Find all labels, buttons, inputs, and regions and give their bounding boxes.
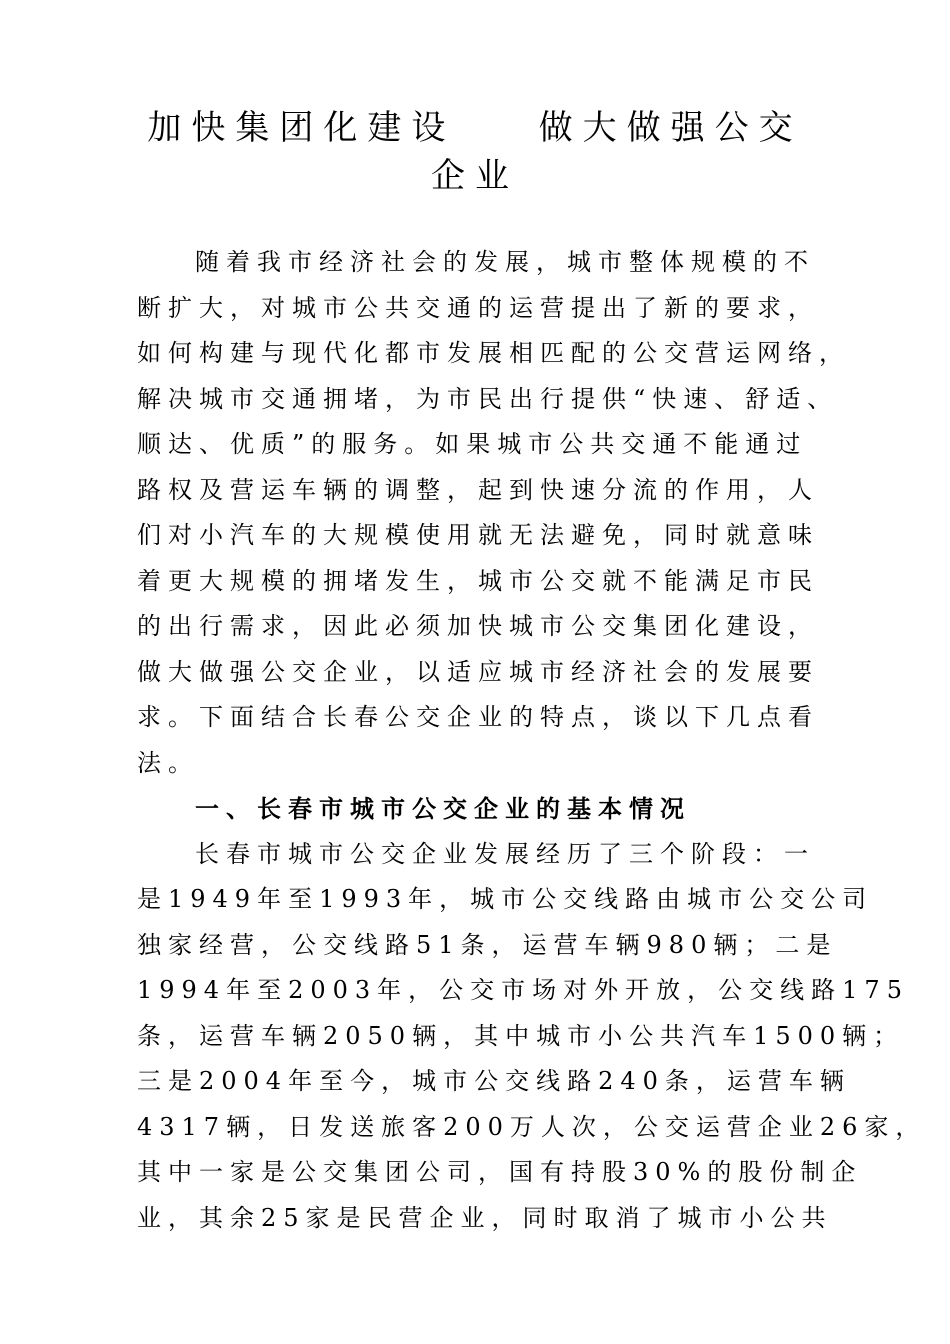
body-line: 着更大规模的拥堵发生，城市公交就不能满足市民 [137,566,819,595]
body-line: 条，运营车辆2050辆，其中城市小公共汽车1500辆； [137,1021,905,1050]
body-line: 顺达、优质”的服务。如果城市公共交通不能通过 [137,430,808,458]
body-line: 路权及营运车辆的调整，起到快速分流的作用，人 [137,475,819,504]
body-line: 求。下面结合长春公交企业的特点，谈以下几点看 [137,703,819,731]
section-heading: 一、长春市城市公交企业的基本情况 [195,794,691,823]
body-line: 三是2004年至今，城市公交线路240条，运营车辆 [137,1067,851,1095]
body-line: 其中一家是公交集团公司，国有持股30%的股份制企 [137,1158,863,1186]
body-line: 解决城市交通拥堵，为市民出行提供“快速、舒适、 [137,384,839,413]
body-line: 们对小汽车的大规模使用就无法避免，同时就意味 [137,521,819,549]
body-line: 4317辆，日发送旅客200万人次，公交运营企业26家， [137,1112,927,1141]
body-line: 断扩大，对城市公共交通的运营提出了新的要求， [137,293,819,322]
body-line: 长春市城市公交企业发展经历了三个阶段：一 [195,839,815,868]
body-line: 独家经营，公交线路51条，运营车辆980辆；二是 [137,930,838,959]
body-line: 做大做强公交企业，以适应城市经济社会的发展要 [137,657,819,686]
body-line: 如何构建与现代化都市发展相匹配的公交营运网络， [137,339,850,367]
body-line: 业，其余25家是民营企业，同时取消了城市小公共 [137,1203,833,1232]
document-title-line-2: 企业 [431,156,519,196]
body-line: 是1949年至1993年，城市公交线路由城市公交公司 [137,885,874,913]
body-line: 1994年至2003年，公交市场对外开放，公交线路175 [137,976,909,1004]
body-line: 法。 [137,748,199,777]
document-body [137,240,927,1241]
body-line: 的出行需求，因此必须加快城市公交集团化建设， [137,612,819,640]
body-line: 随着我市经济社会的发展，城市整体规模的不 [195,248,815,276]
document-title-line-1: 加快集团化建设 做大做强公交 [147,108,803,148]
